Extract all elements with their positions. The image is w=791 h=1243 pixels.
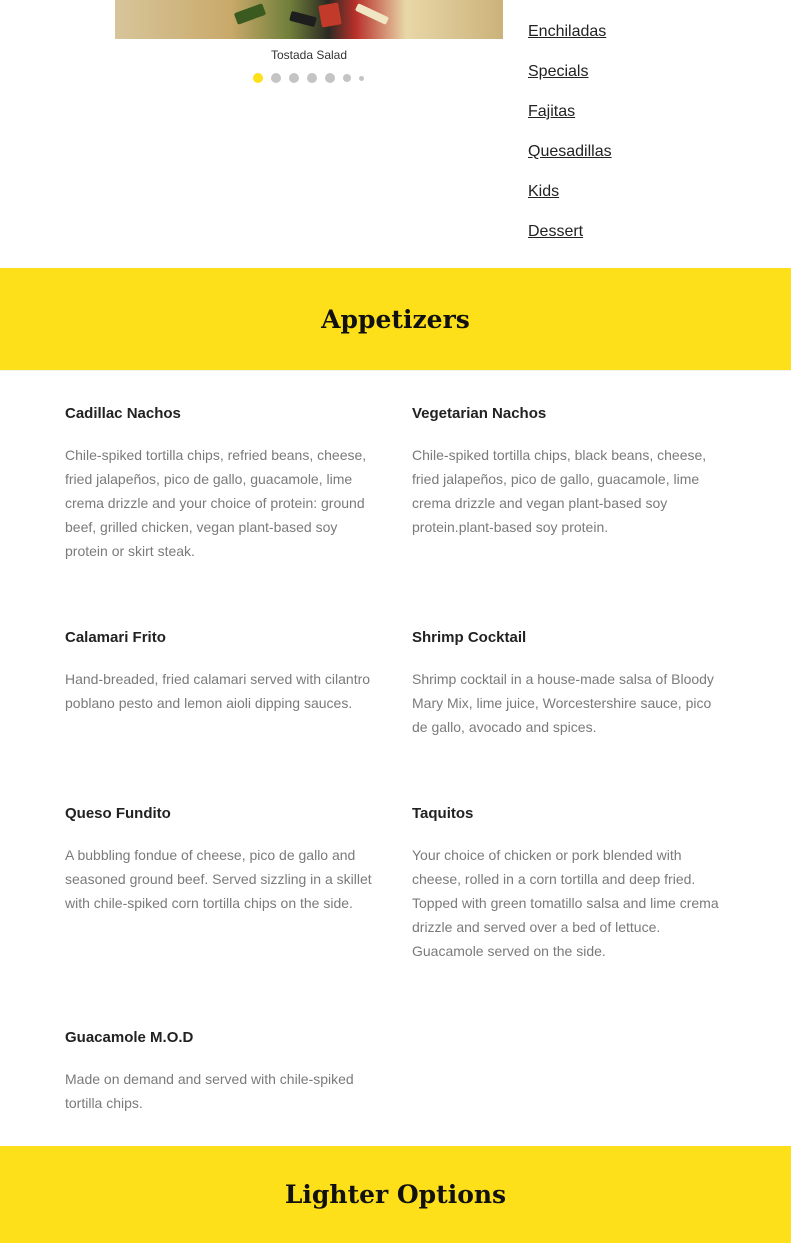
carousel-dot[interactable] bbox=[359, 76, 364, 81]
section-title: Appetizers bbox=[321, 304, 470, 334]
menu-link-specials[interactable]: Specials bbox=[528, 63, 589, 80]
menu-item-description: A bubbling fondue of cheese, pico de gallo and seasoned ground beef. Served sizzling in a skillet with chile-spiked corn tortilla chips on the side. bbox=[65, 847, 372, 911]
menu-link-fajitas[interactable]: Fajitas bbox=[528, 103, 576, 120]
menu-item-description: Chile-spiked tortilla chips, black beans, cheese, fried jalapeños, pico de gallo, guacamole, lime crema drizzle and vegan plant-based soy protein.plant-based soy protein. bbox=[412, 447, 707, 535]
menu-item-name: Vegetarian Nachos bbox=[412, 405, 547, 422]
menu-item bbox=[412, 405, 724, 539]
menu-link-kids[interactable]: Kids bbox=[528, 183, 560, 200]
menu-item-name: Taquitos bbox=[412, 805, 474, 822]
menu-item bbox=[65, 805, 380, 915]
appetizers-list bbox=[0, 370, 791, 1147]
food-garnish bbox=[289, 11, 317, 27]
lighter-options-header bbox=[0, 1146, 791, 1243]
menu-category-nav bbox=[528, 20, 612, 260]
carousel-dot[interactable] bbox=[271, 73, 281, 83]
menu-item-description: Made on demand and served with chile-spiked tortilla chips. bbox=[65, 1071, 354, 1111]
menu-item-name: Shrimp Cocktail bbox=[412, 629, 527, 646]
carousel-dot[interactable] bbox=[253, 73, 263, 83]
menu-item-description: Chile-spiked tortilla chips, refried beans, cheese, fried jalapeños, pico de gallo, guacamole, lime crema drizzle and your choice of protein: ground beef, grilled chicken, vegan plant-based soy protein or skirt steak. bbox=[65, 447, 367, 559]
menu-item bbox=[65, 1029, 380, 1115]
carousel-image[interactable] bbox=[115, 0, 503, 39]
menu-item bbox=[412, 805, 724, 963]
menu-item-description: Your choice of chicken or pork blended with cheese, rolled in a corn tortilla and deep fried. Topped with green tomatillo salsa and lime crema drizzle and served over a bed of lettuce. Guacamole served on the side. bbox=[412, 847, 719, 959]
carousel-dot[interactable] bbox=[325, 73, 335, 83]
carousel-dot[interactable] bbox=[343, 74, 351, 82]
section-title: Lighter Options bbox=[284, 1180, 507, 1209]
menu-item bbox=[65, 629, 380, 715]
menu-link-quesadillas[interactable]: Quesadillas bbox=[528, 143, 612, 160]
menu-item-name: Queso Fundito bbox=[65, 805, 171, 822]
menu-item-name: Guacamole M.O.D bbox=[65, 1029, 194, 1046]
menu-item-name: Calamari Frito bbox=[65, 629, 166, 646]
menu-item bbox=[412, 629, 724, 739]
food-garnish bbox=[318, 2, 342, 27]
top-section bbox=[0, 0, 791, 268]
carousel-pagination bbox=[253, 73, 364, 83]
food-garnish bbox=[355, 3, 389, 25]
menu-link-dessert[interactable]: Dessert bbox=[528, 223, 584, 240]
carousel-dot[interactable] bbox=[307, 73, 317, 83]
menu-link-enchiladas[interactable]: Enchiladas bbox=[528, 23, 607, 40]
appetizers-header bbox=[0, 268, 791, 370]
menu-item bbox=[65, 405, 380, 563]
carousel-dot[interactable] bbox=[289, 73, 299, 83]
carousel-caption: Tostada Salad bbox=[270, 48, 348, 62]
food-garnish bbox=[234, 3, 266, 25]
menu-item-name: Cadillac Nachos bbox=[65, 405, 181, 422]
menu-item-description: Hand-breaded, fried calamari served with cilantro poblano pesto and lemon aioli dipping sauces. bbox=[65, 671, 371, 711]
menu-item-description: Shrimp cocktail in a house-made salsa of Bloody Mary Mix, lime juice, Worcestershire sauce, pico de gallo, avocado and spices. bbox=[412, 671, 714, 735]
